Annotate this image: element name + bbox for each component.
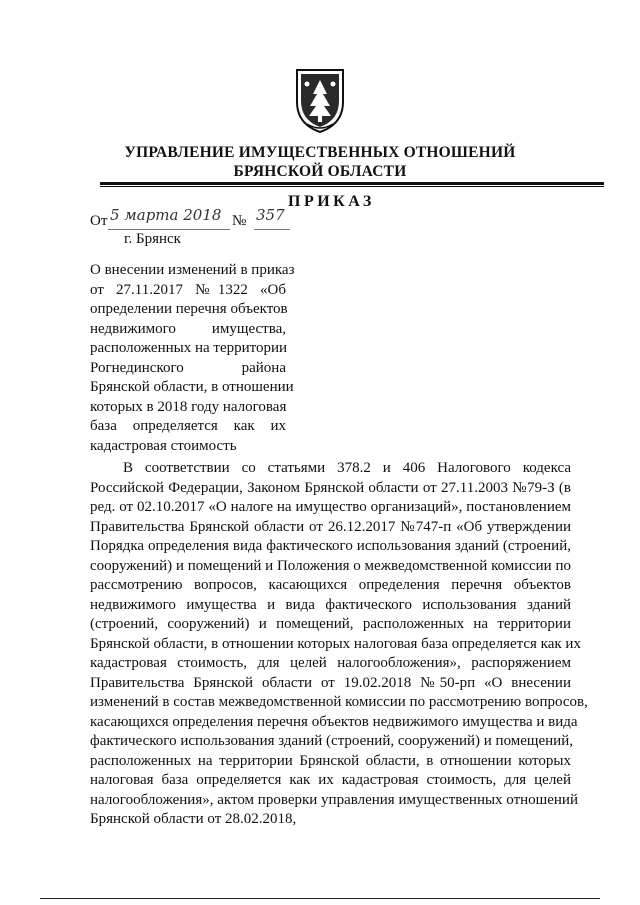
- subject-line: кадастровая стоимость: [90, 437, 237, 454]
- body-line: фактического использования зданий (строений, сооружений) и помещений,: [90, 733, 573, 749]
- body-line: Правительства Брянской области от 19.02.2018 №50-рп «О внесении: [90, 674, 571, 691]
- number-underline: [254, 229, 290, 230]
- body-line: изменений в состав межведомственной комиссии по рассмотрению вопросов,: [90, 694, 588, 710]
- header-divider-thick: [100, 182, 604, 185]
- subject-line: расположенных на территории: [90, 340, 288, 356]
- body-line: сооружений) и помещений и Положения о межведомственной комиссии по: [90, 557, 571, 574]
- body-line: Правительства Брянской области от 26.12.2017 №747-п «Об утверждении: [90, 518, 571, 535]
- subject-line: определении перечня объектов: [90, 301, 288, 317]
- order-number-label: №: [232, 213, 247, 229]
- body-line: налоговая база определяется как их кадастровая стоимость, для целей: [90, 772, 571, 788]
- body-line: касающихся определения перечня объектов недвижимого имущества и вида: [90, 713, 578, 730]
- page-bottom-line: [40, 898, 600, 899]
- body-line: Порядка определения вида фактического использования зданий (строений,: [90, 538, 571, 554]
- order-title: ПРИКАЗ: [288, 193, 375, 210]
- body-line: Брянской области, в отношении которых налоговая база определяется как их: [90, 635, 581, 652]
- body-line: недвижимого имущества и вида фактического использования зданий: [90, 596, 571, 613]
- order-subject: [90, 261, 295, 456]
- subject-line: которых в 2018 году налоговая: [90, 398, 287, 415]
- header-divider-thin: [100, 186, 604, 187]
- subject-line: Рогнединского района: [90, 359, 286, 376]
- date-underline: [108, 229, 230, 230]
- body-line: В соответствии со статьями 378.2 и 406 Налогового кодекса: [123, 460, 571, 476]
- body-line: расположенных на территории Брянской области, в отношении которых: [90, 752, 571, 769]
- subject-line: база определяется как их: [90, 418, 286, 434]
- order-body-paragraph: [90, 459, 588, 830]
- subject-line: недвижимого имущества,: [90, 320, 286, 337]
- body-line: рассмотрению вопросов, касающихся определения перечня объектов: [90, 577, 571, 593]
- organization-name-line2: БРЯНСКОЙ ОБЛАСТИ: [233, 163, 407, 180]
- body-line: кадастровая стоимость, для целей налогообложения», распоряжением: [90, 655, 571, 671]
- subject-line: О внесении изменений в приказ: [90, 262, 295, 278]
- order-number-handwritten: 357: [256, 206, 285, 224]
- order-city: г. Брянск: [124, 231, 181, 247]
- subject-line: от 27.11.2017 №1322 «Об: [90, 281, 286, 298]
- organization-name-line1: УПРАВЛЕНИЕ ИМУЩЕСТВЕННЫХ ОТНОШЕНИЙ: [124, 144, 516, 161]
- body-line: ред. от 02.10.2017 «О налоге на имущество организаций», постановлением: [90, 499, 571, 515]
- coat-of-arms-icon: [293, 66, 347, 134]
- subject-line: Брянской области, в отношении: [90, 379, 294, 395]
- order-date-handwritten: 5 марта 2018: [110, 206, 222, 224]
- body-line: налогообложения», актом проверки управления имущественных отношений: [90, 791, 578, 808]
- body-line: Брянской области от 28.02.2018,: [90, 811, 297, 827]
- body-line: (строений, сооружений) и помещений, расположенных на территории: [90, 616, 571, 632]
- order-from-label: От: [90, 213, 108, 229]
- body-line: Российской Федерации, Законом Брянской области от 27.11.2003 №79-З (в: [90, 479, 571, 496]
